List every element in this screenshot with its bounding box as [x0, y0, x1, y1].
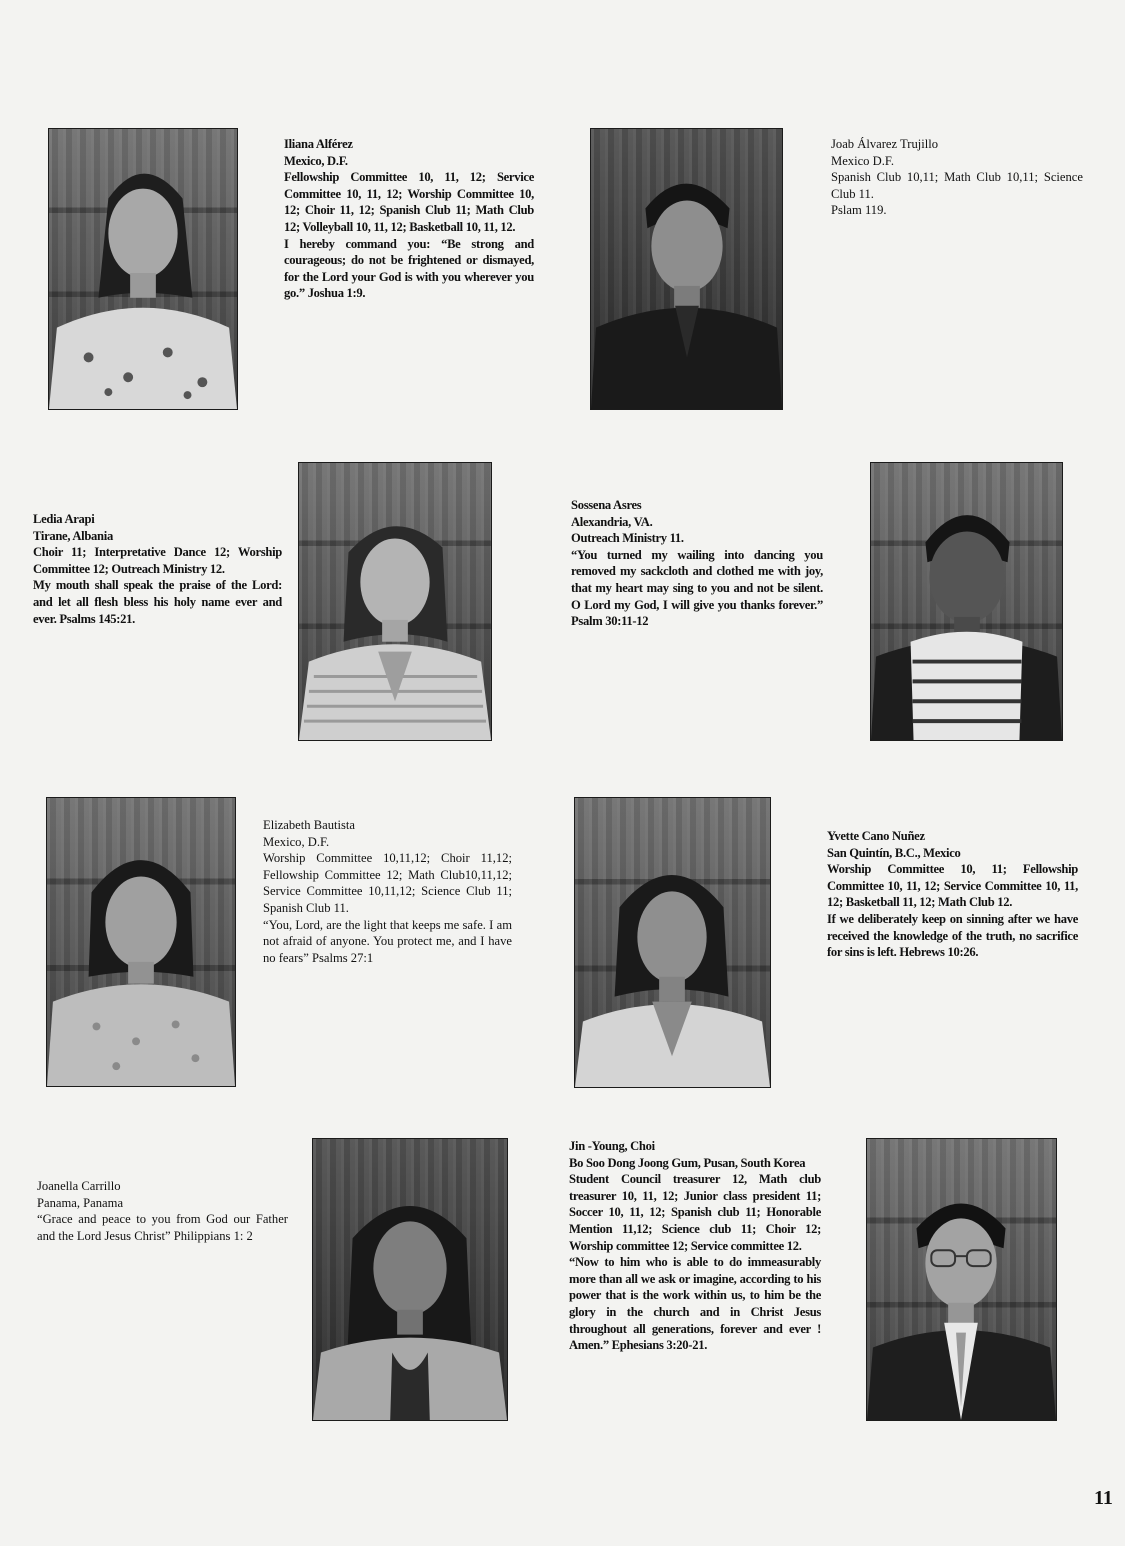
student-photo — [312, 1138, 508, 1421]
student-bio-bautista — [263, 817, 512, 966]
student-name: Iliana Alférez — [284, 137, 353, 151]
student-quote: “You turned my wailing into dancing you removed my sackcloth and clothed me with joy, that my heart may sing to you and not be silent. O Lord my God, I will give you thanks forever.” Psalm 30:11-12 — [571, 547, 823, 629]
student-location: Mexico, D.F. — [284, 153, 348, 168]
student-name: Sossena Asres — [571, 498, 642, 512]
page-number: 11 — [1094, 1487, 1113, 1509]
student-quote: “Grace and peace to you from God our Father and the Lord Jesus Christ” Philippians 1: 2 — [37, 1212, 288, 1243]
student-bio-arapi — [33, 511, 282, 627]
student-bio-carrillo — [37, 1178, 288, 1244]
student-location: Alexandria, VA. — [571, 514, 653, 529]
student-activities: Fellowship Committee 10, 11, 12; Service Committee 10, 11, 12; Worship Committee 10, 12; Choir 11, 12; Spanish Club 11; Math Club 12; Volleyball 10, 11, 12; Basketball 10, 11, 12. — [284, 170, 534, 234]
student-activities: Worship Committee 10, 11; Fellowship Committee 10, 11, 12; Service Committee 10, 11, 12; Basketball 11, 12; Math Club 12. — [827, 862, 1078, 910]
student-bio-asres — [571, 497, 823, 630]
student-bio-alferez — [284, 136, 534, 302]
student-activities: Spanish Club 10,11; Math Club 10,11; Science Club 11. — [831, 170, 1083, 201]
student-location: Bo Soo Dong Joong Gum, Pusan, South Korea — [569, 1155, 806, 1170]
student-quote: Pslam 119. — [831, 203, 887, 218]
student-photo — [298, 462, 492, 741]
student-name: Joanella Carrillo — [37, 1179, 121, 1193]
student-activities: Choir 11; Interpretative Dance 12; Worship Committee 12; Outreach Ministry 12. — [33, 545, 282, 576]
student-quote: “You, Lord, are the light that keeps me safe. I am not afraid of anyone. You protect me, and I have no fears” Psalms 27:1 — [263, 917, 512, 965]
student-photo — [48, 128, 238, 410]
student-activities: Student Council treasurer 12, Math club treasurer 10, 11, 12; Junior class president 11; Soccer 10, 11, 12; Spanish club 11; Honorable Mention 11,12; Science club 11; Choir 12; Worship committee 12; Service committee 12. — [569, 1172, 821, 1253]
student-name: Yvette Cano Nuñez — [827, 829, 925, 843]
student-name: Ledia Arapi — [33, 512, 95, 526]
student-name: Elizabeth Bautista — [263, 818, 355, 832]
student-bio-alvarez — [831, 136, 1083, 219]
student-location: Mexico, D.F. — [263, 834, 330, 849]
student-location: Tirane, Albania — [33, 528, 113, 543]
student-location: Mexico D.F. — [831, 153, 895, 168]
student-name: Jin -Young, Choi — [569, 1139, 655, 1153]
student-quote: I hereby command you: “Be strong and courageous; do not be frightened or dismayed, for the Lord your God is with you wherever you go.” Joshua 1:9. — [284, 236, 534, 301]
student-quote: My mouth shall speak the praise of the Lord: and let all flesh bless his holy name ever and ever. Psalms 145:21. — [33, 578, 282, 626]
student-photo — [590, 128, 783, 410]
student-name: Joab Álvarez Trujillo — [831, 137, 939, 151]
student-quote: “Now to him who is able to do immeasurably more than all we ask or imagine, according to his power that is the work within us, to him be the glory in the church and in Christ Jesus throughout all generations, forever and ever ! Amen.” Ephesians 3:20-21. — [569, 1255, 821, 1353]
student-photo — [866, 1138, 1057, 1421]
student-bio-cano — [827, 828, 1078, 961]
student-quote: If we deliberately keep on sinning after we have received the knowledge of the truth, no sacrifice for sins is left. Hebrews 10:26. — [827, 911, 1078, 960]
student-activities: Worship Committee 10,11,12; Choir 11,12; Fellowship Committee 12; Math Club10,11,12; Service Committee 10,11,12; Science Club 11; Spanish Club 11. — [263, 851, 512, 915]
student-photo — [574, 797, 771, 1088]
student-photo — [870, 462, 1063, 741]
student-activities: Outreach Ministry 11. — [571, 531, 684, 546]
student-location: Panama, Panama — [37, 1195, 124, 1210]
student-photo — [46, 797, 236, 1087]
student-location: San Quintín, B.C., Mexico — [827, 845, 961, 860]
student-bio-choi — [569, 1138, 821, 1354]
